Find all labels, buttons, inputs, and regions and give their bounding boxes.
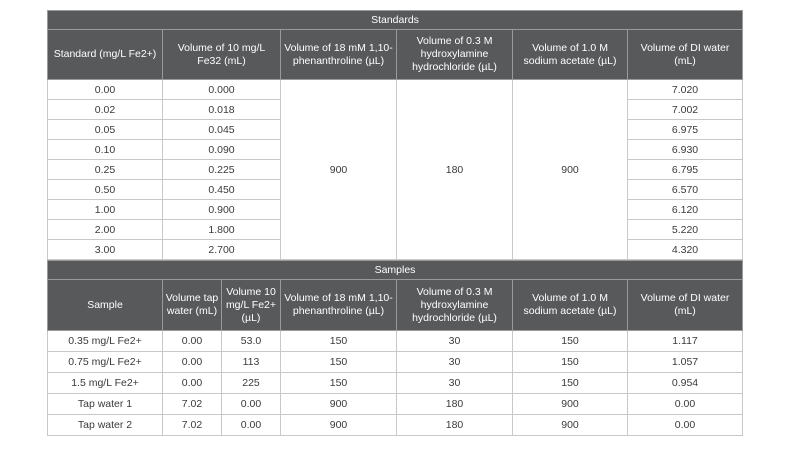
standard-cell: 0.02 — [48, 100, 163, 120]
table-row — [48, 415, 743, 436]
di-cell: 6.795 — [628, 160, 743, 180]
col-header: Volume of 18 mM 1,10-phenanthroline (µL) — [281, 30, 397, 80]
acetate-cell: 150 — [513, 352, 628, 373]
tap-cell: 7.02 — [163, 415, 222, 436]
tap-cell: 0.00 — [163, 373, 222, 394]
samples-title: Samples — [48, 261, 743, 280]
acetate-cell: 150 — [513, 331, 628, 352]
di-cell: 6.570 — [628, 180, 743, 200]
col-header: Volume of 1.0 M sodium acetate (µL) — [513, 280, 628, 331]
standard-cell: 1.00 — [48, 200, 163, 220]
tap-cell: 7.02 — [163, 394, 222, 415]
col-header: Volume tap water (mL) — [163, 280, 222, 331]
table-row — [48, 373, 743, 394]
vol-fe-cell: 0.225 — [163, 160, 281, 180]
hydroxylamine-cell: 180 — [397, 394, 513, 415]
fe-cell: 113 — [222, 352, 281, 373]
fe-cell: 0.00 — [222, 415, 281, 436]
di-cell: 5.220 — [628, 220, 743, 240]
samples-table — [47, 260, 743, 436]
col-header: Volume of 0.3 M hydroxylamine hydrochloride (µL) — [397, 30, 513, 80]
hydroxylamine-cell: 180 — [397, 415, 513, 436]
acetate-cell: 900 — [513, 415, 628, 436]
table-row — [48, 80, 743, 100]
vol-fe-cell: 0.090 — [163, 140, 281, 160]
standard-cell: 0.05 — [48, 120, 163, 140]
fe-cell: 0.00 — [222, 394, 281, 415]
sample-cell: Tap water 2 — [48, 415, 163, 436]
di-cell: 0.00 — [628, 415, 743, 436]
table-row — [48, 331, 743, 352]
standard-cell: 3.00 — [48, 240, 163, 260]
standard-cell: 0.50 — [48, 180, 163, 200]
sample-cell: 0.35 mg/L Fe2+ — [48, 331, 163, 352]
fe-cell: 53.0 — [222, 331, 281, 352]
col-header: Standard (mg/L Fe2+) — [48, 30, 163, 80]
di-cell: 7.002 — [628, 100, 743, 120]
phen-cell: 150 — [281, 373, 397, 394]
samples-header-row — [48, 280, 743, 331]
acetate-cell: 150 — [513, 373, 628, 394]
table-row — [48, 394, 743, 415]
tap-cell: 0.00 — [163, 331, 222, 352]
fe-cell: 225 — [222, 373, 281, 394]
standard-cell: 0.00 — [48, 80, 163, 100]
acetate-cell: 900 — [513, 394, 628, 415]
di-cell: 0.954 — [628, 373, 743, 394]
di-cell: 0.00 — [628, 394, 743, 415]
standard-cell: 0.25 — [48, 160, 163, 180]
hydroxylamine-cell: 30 — [397, 373, 513, 394]
col-header: Volume 10 mg/L Fe2+ (µL) — [222, 280, 281, 331]
di-cell: 4.320 — [628, 240, 743, 260]
col-header: Sample — [48, 280, 163, 331]
vol-fe-cell: 1.800 — [163, 220, 281, 240]
phen-cell: 900 — [281, 394, 397, 415]
phen-cell: 900 — [281, 415, 397, 436]
col-header: Volume of 1.0 M sodium acetate (µL) — [513, 30, 628, 80]
table-row — [48, 352, 743, 373]
di-cell: 1.057 — [628, 352, 743, 373]
di-cell: 6.975 — [628, 120, 743, 140]
col-header: Volume of DI water (mL) — [628, 280, 743, 331]
hydroxylamine-cell: 30 — [397, 331, 513, 352]
col-header: Volume of DI water (mL) — [628, 30, 743, 80]
tables-container — [47, 10, 742, 436]
col-header: Volume of 0.3 M hydroxylamine hydrochloride (µL) — [397, 280, 513, 331]
di-cell: 6.930 — [628, 140, 743, 160]
vol-fe-cell: 0.450 — [163, 180, 281, 200]
hydroxylamine-cell: 30 — [397, 352, 513, 373]
di-cell: 7.020 — [628, 80, 743, 100]
sample-cell: 1.5 mg/L Fe2+ — [48, 373, 163, 394]
vol-fe-cell: 0.018 — [163, 100, 281, 120]
di-cell: 1.117 — [628, 331, 743, 352]
phen-cell: 150 — [281, 331, 397, 352]
hydroxylamine-cell: 180 — [397, 80, 513, 260]
sample-cell: 0.75 mg/L Fe2+ — [48, 352, 163, 373]
sample-cell: Tap water 1 — [48, 394, 163, 415]
phen-cell: 900 — [281, 80, 397, 260]
vol-fe-cell: 0.045 — [163, 120, 281, 140]
standard-cell: 0.10 — [48, 140, 163, 160]
standard-cell: 2.00 — [48, 220, 163, 240]
acetate-cell: 900 — [513, 80, 628, 260]
standards-header-row — [48, 30, 743, 80]
vol-fe-cell: 0.900 — [163, 200, 281, 220]
standards-table — [47, 10, 743, 260]
tap-cell: 0.00 — [163, 352, 222, 373]
vol-fe-cell: 2.700 — [163, 240, 281, 260]
col-header: Volume of 18 mM 1,10-phenanthroline (µL) — [281, 280, 397, 331]
di-cell: 6.120 — [628, 200, 743, 220]
standards-title: Standards — [48, 11, 743, 30]
col-header: Volume of 10 mg/L Fe32 (mL) — [163, 30, 281, 80]
vol-fe-cell: 0.000 — [163, 80, 281, 100]
phen-cell: 150 — [281, 352, 397, 373]
